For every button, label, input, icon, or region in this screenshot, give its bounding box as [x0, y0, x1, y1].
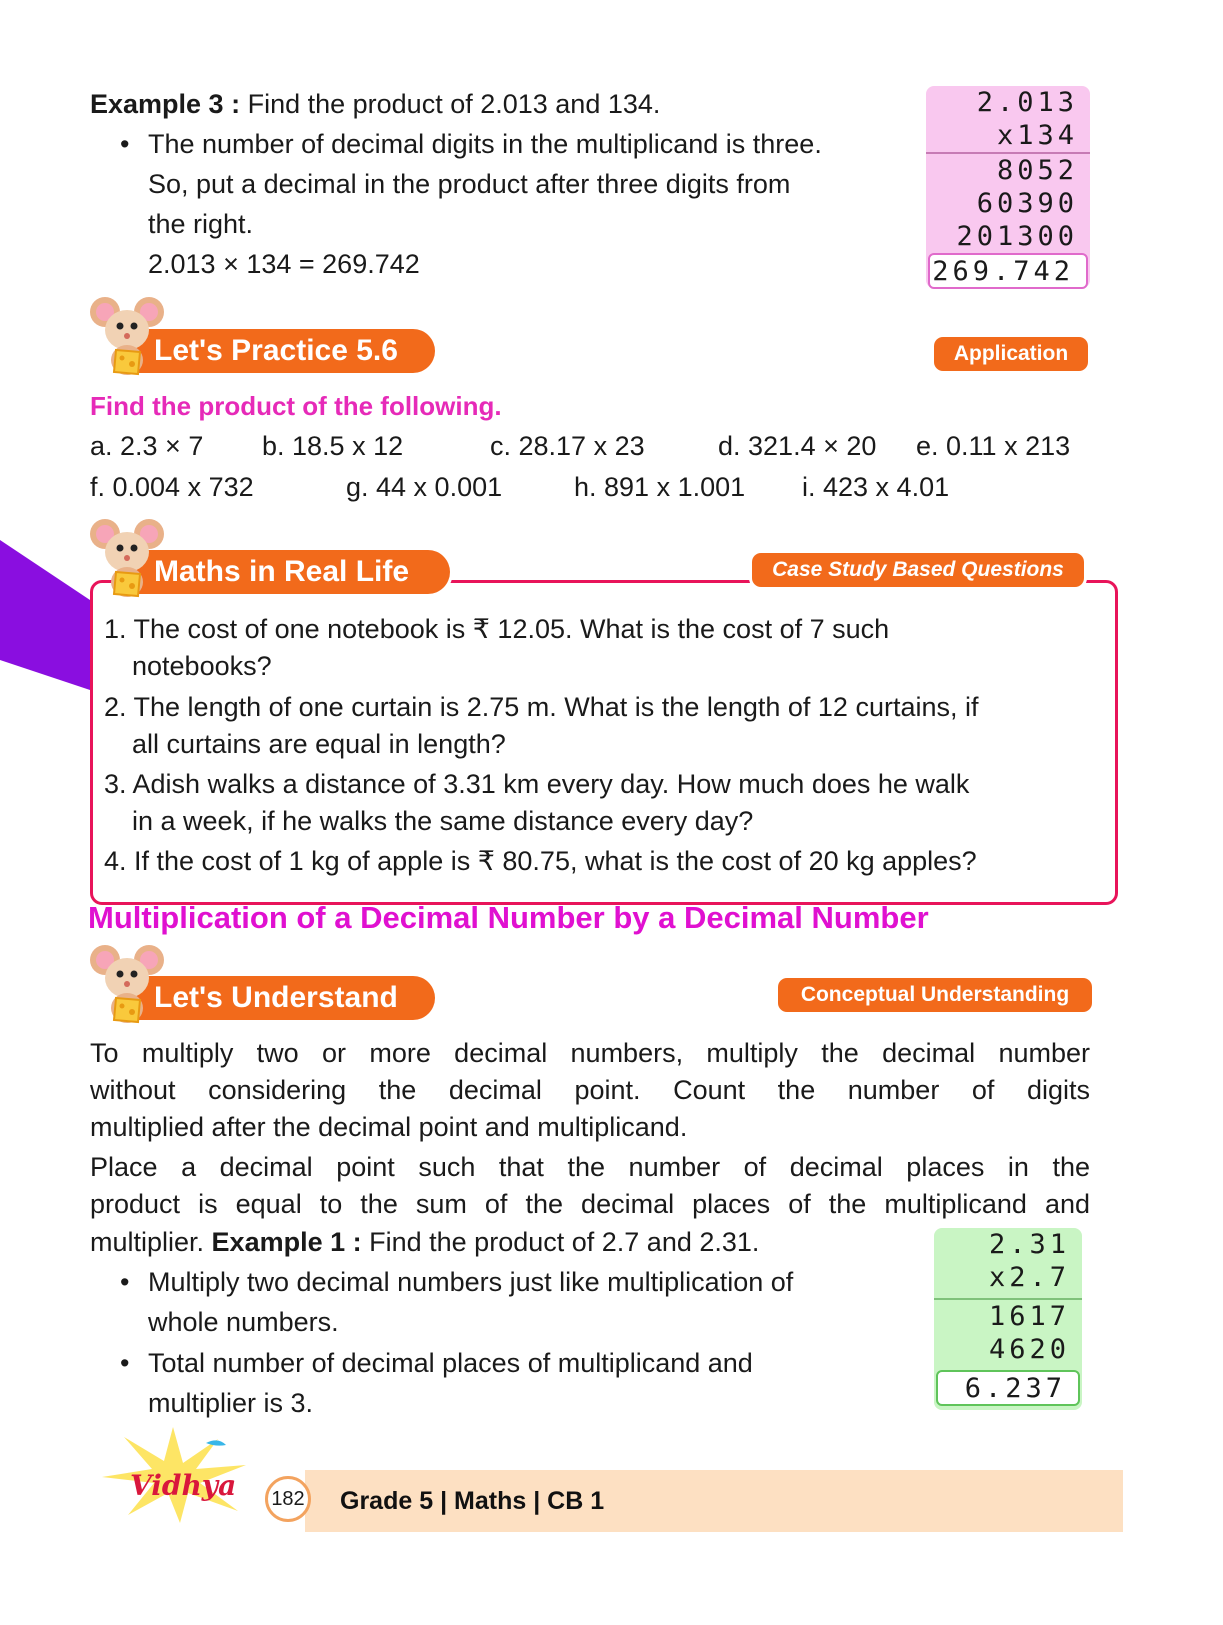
calc-row: x134 [996, 120, 1078, 151]
footer-label: Grade 5 | Maths | CB 1 [340, 1487, 605, 1515]
example3-bullet-line1: The number of decimal digits in the multiplicand is three. [148, 129, 822, 159]
understand-p2-line2: product is equal to the sum of the decimal places of the multiplicand and [90, 1189, 1090, 1219]
question-1: 1. The cost of one notebook is ₹ 12.05. What is the cost of 7 such [104, 614, 890, 644]
understand-tag: Conceptual Understanding [778, 978, 1092, 1012]
calc-row: 2.31 [988, 1229, 1070, 1260]
example3-result: 2.013 × 134 = 269.742 [148, 249, 420, 279]
understand-heading: Let's Understand [130, 976, 435, 1020]
calc-row: 60390 [976, 188, 1078, 219]
question-3-cont: in a week, if he walks the same distance every day? [132, 806, 754, 836]
calc-row: 1617 [934, 1298, 1082, 1333]
practice-tag: Application [934, 337, 1088, 371]
real-life-heading: Maths in Real Life [130, 550, 450, 594]
example1-calc-box [934, 1228, 1082, 1410]
calc-row: 2.013 [976, 87, 1078, 118]
practice-item: c. 28.17 x 23 [490, 431, 645, 461]
question-3: 3. Adish walks a distance of 3.31 km every day. How much does he walk [104, 769, 970, 799]
understand-bullet2-line1: Total number of decimal places of multiplicand and [148, 1348, 753, 1378]
understand-bullet2-line2: multiplier is 3. [148, 1388, 314, 1418]
understand-bullet1-line2: whole numbers. [148, 1307, 339, 1337]
understand-p1-line1: To multiply two or more decimal numbers, multiply the decimal number [90, 1038, 1090, 1068]
star-burst-logo-icon [88, 1425, 258, 1525]
understand-p2-line3: multiplier. Example 1 : Find the product of 2.7 and 2.31. [90, 1227, 760, 1257]
bullet-icon: • [120, 1348, 130, 1378]
calc-row: x2.7 [988, 1262, 1070, 1293]
example3-calc-box [926, 86, 1090, 288]
practice-instruction: Find the product of the following. [90, 391, 502, 421]
understand-p1-line3: multiplied after the decimal point and multiplicand. [90, 1112, 688, 1142]
real-life-tag: Case Study Based Questions [752, 553, 1084, 587]
understand-bullet1-line1: Multiply two decimal numbers just like multiplication of [148, 1267, 794, 1297]
mouse-mascot-icon [88, 940, 166, 1026]
calc-row: 201300 [956, 221, 1078, 252]
question-2-cont: all curtains are equal in length? [132, 729, 506, 759]
calc-answer: 6.237 [936, 1370, 1080, 1406]
logo-text: Vidhya [130, 1469, 237, 1502]
practice-item: a. 2.3 × 7 [90, 431, 204, 461]
understand-p2-line1: Place a decimal point such that the number of decimal places in the [90, 1152, 1090, 1182]
practice-item: f. 0.004 x 732 [90, 472, 254, 502]
practice-heading: Let's Practice 5.6 [130, 329, 435, 373]
example3-title: Example 3 : Find the product of 2.013 and 134. [90, 89, 661, 119]
section-title: Multiplication of a Decimal Number by a Decimal Number [88, 900, 929, 935]
practice-item: h. 891 x 1.001 [574, 472, 746, 502]
example3-bullet-line3: the right. [148, 209, 254, 239]
calc-row: 8052 [926, 152, 1090, 187]
bullet-icon: • [120, 1267, 130, 1297]
calc-row: 4620 [988, 1334, 1070, 1365]
understand-p1-line2: without considering the decimal point. Count the number of digits [90, 1075, 1090, 1105]
bullet-icon: • [120, 129, 130, 159]
side-decoration [0, 540, 90, 690]
question-4: 4. If the cost of 1 kg of apple is ₹ 80.75, what is the cost of 20 kg apples? [104, 846, 977, 876]
mouse-mascot-icon [88, 514, 166, 600]
practice-item: i. 423 x 4.01 [802, 472, 950, 502]
mouse-mascot-icon [88, 292, 166, 378]
question-2: 2. The length of one curtain is 2.75 m. What is the length of 12 curtains, if [104, 692, 979, 722]
calc-answer: 269.742 [928, 253, 1088, 289]
question-1-cont: notebooks? [132, 651, 272, 681]
page-number: 182 [265, 1476, 311, 1522]
example3-bullet-line2: So, put a decimal in the product after three digits from [148, 169, 791, 199]
practice-item: e. 0.11 x 213 [916, 431, 1071, 461]
practice-item: g. 44 x 0.001 [346, 472, 503, 502]
practice-item: d. 321.4 × 20 [718, 431, 877, 461]
practice-item: b. 18.5 x 12 [262, 431, 404, 461]
